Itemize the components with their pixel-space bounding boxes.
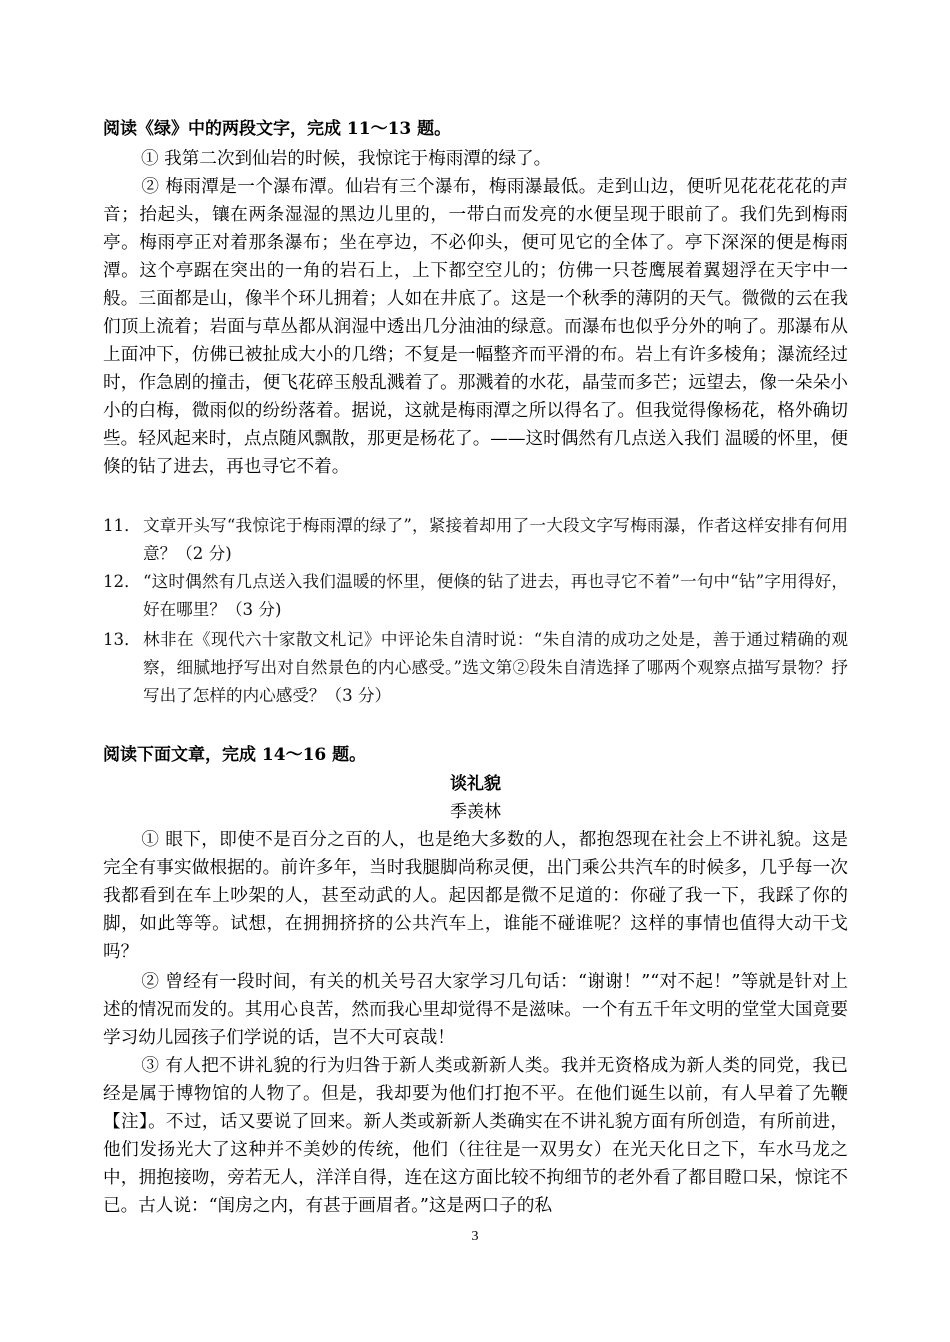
article-paragraph-2 <box>103 968 848 1052</box>
article-paragraph-1-text: ① 眼下，即使不是百分之百的人，也是绝大多数的人，都抱怨现在社会上不讲礼貌。这是完全有事实做根据的。前许多年，当时我腿脚尚称灵便，出门乘公共汽车的时候多，几乎每一次我都看到在车上吵架的人，甚至动武的人。起因都是微不足道的：你碰了我一下，我踩了你的脚，如此等等。试想，在拥拥挤挤的公共汽车上，谁能不碰谁呢？这样的事情也值得大动干戈吗？ <box>103 830 848 962</box>
article-paragraph-3-text: ③ 有人把不讲礼貌的行为归咎于新人类或新新人类。我并无资格成为新人类的同党，我已经是属于博物馆的人物了。但是，我却要为他们打抱不平。在他们诞生以前，有人早着了先鞭【注】。不过，话又要说了回来。新人类或新新人类确实在不讲礼貌方面有所创造，有所前进，他们发扬光大了这种并不美妙的传统，他们（往往是一双男女）在光天化日之下，车水马龙之中，拥抱接吻，旁若无人，洋洋自得，连在这方面比较不拘细节的老外看了都目瞪口呆，惊诧不已。古人说：“闺房之内，有甚于画眉者。”这是两口子的私 <box>103 1056 848 1216</box>
question-text: 林非在《现代六十家散文札记》中评论朱自清时说：“朱自清的成功之处是，善于通过精确的观察，细腻地抒写出对自然景色的内心感受。”选文第②段朱自清选择了哪两个观察点描写景物？抒写出了怎样的内心感受？（3 分） <box>143 630 848 705</box>
paragraph-2 <box>103 173 848 481</box>
question-number: 13． <box>103 630 141 649</box>
paragraph-1-text: ① 我第二次到仙岩的时候，我惊诧于梅雨潭的绿了。 <box>141 149 552 169</box>
question-text: “这时偶然有几点送入我们温暖的怀里，便倏的钻了进去，再也寻它不着”一句中“钻”字用得好，好在哪里？（3 分) <box>143 572 848 619</box>
article-paragraph-1 <box>103 826 848 966</box>
question-text: 文章开头写“我惊诧于梅雨潭的绿了”，紧接着却用了一大段文字写梅雨瀑，作者这样安排有何用意？（2 分) <box>143 516 848 563</box>
question-number: 11． <box>103 516 141 535</box>
article-paragraph-3 <box>103 1052 848 1220</box>
paragraph-2-text: ② 梅雨潭是一个瀑布潭。仙岩有三个瀑布，梅雨瀑最低。走到山边，便听见花花花花的声音；抬起头，镶在两条湿湿的黑边儿里的，一带白而发亮的水便呈现于眼前了。我们先到梅雨亭。梅雨亭正对着那条瀑布；坐在亭边，不必仰头，便可见它的全体了。亭下深深的便是梅雨潭。这个亭踞在突出的一角的岩石上，上下都空空儿的；仿佛一只苍鹰展着翼翅浮在天宇中一般。三面都是山，像半个环儿拥着；人如在井底了。这是一个秋季的薄阴的天气。微微的云在我们顶上流着；岩面与草丛都从润湿中透出几分油油的绿意。而瀑布也似乎分外的响了。那瀑布从上面冲下，仿佛已被扯成大小的几绺；不复是一幅整齐而平滑的布。岩上有许多棱角；瀑流经过时，作急剧的撞击，便飞花碎玉般乱溅着了。那溅着的水花，晶莹而多芒；远望去，像一朵朵小小的白梅，微雨似的纷纷落着。据说，这就是梅雨潭之所以得名了。但我觉得像杨花，格外确切些。轻风起来时，点点随风飘散，那更是杨花了。——这时偶然有几点送入我们 温暖的怀里，便倏的钻了进去，再也寻它不着。 <box>103 177 848 477</box>
article-author: 季羡林 <box>450 802 501 822</box>
article-title: 谈礼貌 <box>450 774 501 794</box>
paragraph-1 <box>103 145 848 173</box>
article-paragraph-2-text: ② 曾经有一段时间，有关的机关号召大家学习几句话：“谢谢！”“对不起！”等就是针对上述的情况而发的。其用心良苦，然而我心里却觉得不是滋味。一个有五千年文明的堂堂大国竟要学习幼儿园孩子们学说的话，岂不大可哀哉！ <box>103 972 848 1048</box>
section-heading-2: 阅读下面文章，完成 14～16 题。 <box>103 745 367 765</box>
question-12 <box>103 568 848 624</box>
section-heading-1: 阅读《绿》中的两段文字，完成 11～13 题。 <box>103 119 452 139</box>
question-13 <box>103 626 848 710</box>
question-11 <box>103 512 848 568</box>
page-number: 3 <box>471 1229 479 1244</box>
question-number: 12． <box>103 572 141 591</box>
